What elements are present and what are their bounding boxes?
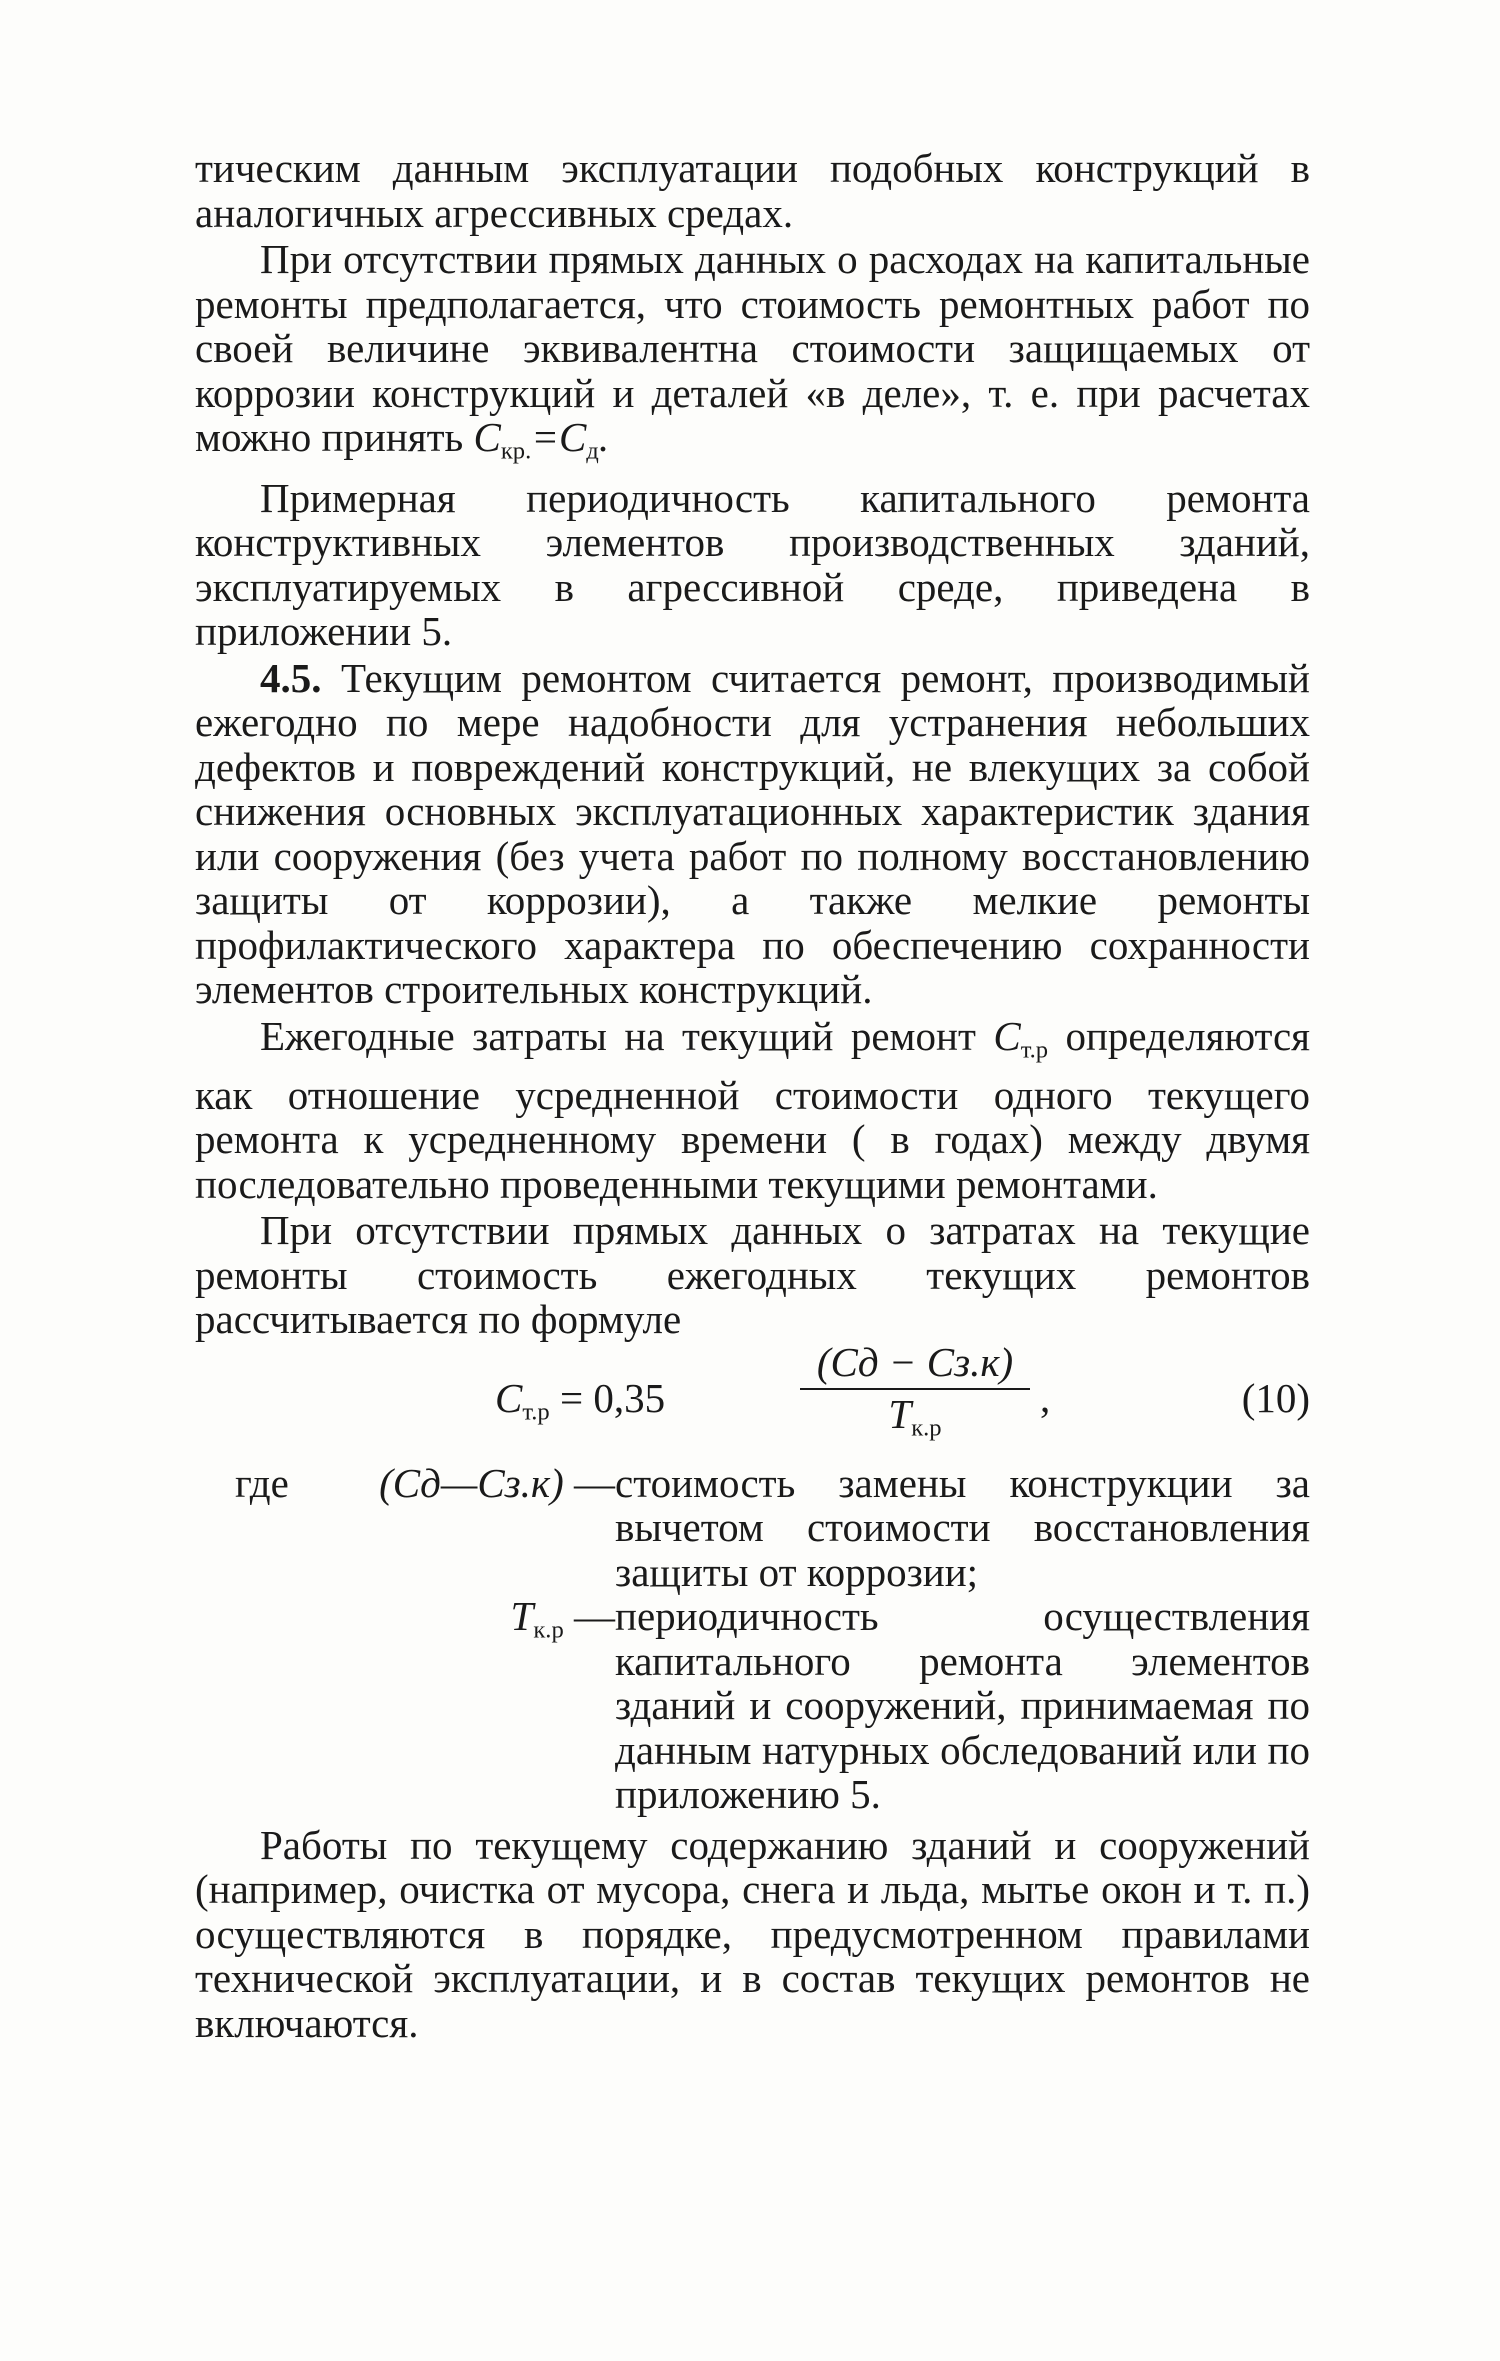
formula-numerator: (Cд − Cз.к) — [816, 1338, 1014, 1385]
where-keyword: где — [235, 1459, 289, 1506]
paragraph-continuation: тическим данным эксплуатации подобных конструкций в аналогичных агрессивных средах. — [195, 145, 1310, 236]
paragraph-annual-costs: Ежегодные затраты на текущий ремонт $C_{т.р}$ определяются как отношение усредненной стоимости одного текущего ремонта к усредненному времени ( в годах) между двумя последовательно проведенными текущими ремонтами. — [195, 1012, 1311, 1207]
where-item: где (Cд—Cз.к) — стоимость замены конструкции за вычетом стоимости восстановления защиты от коррозии; — [235, 1459, 1310, 1595]
equation-number: (10) — [1241, 1374, 1310, 1421]
ctr-symbol: $C_{т.р}$ — [993, 1012, 1049, 1064]
paragraph-section-4-5 — [195, 656, 1310, 1012]
where-definition: стоимость замены конструкции за вычетом стоимости восстановления защиты от коррозии; — [615, 1459, 1310, 1595]
where-clause — [195, 1461, 1310, 1817]
where-item: $T_{к.р}$ — периодичность осуществления капитального ремонта элементов зданий и сооружений, принимаемая по данным натурных обследований или по приложению 5. — [510, 1593, 1310, 1818]
inline-formula: $C_{кр.}=C_д$. — [473, 414, 610, 465]
fraction-bar — [800, 1388, 1030, 1390]
formula-denominator: $T_{к.р}$ — [888, 1390, 942, 1442]
where-definition: периодичность осуществления капитального ремонта элементов зданий и сооружений, принимаемая по данным натурных обследований или по приложению 5. — [615, 1593, 1310, 1818]
formula-lhs: $C_{т.р} = 0,35$ — [495, 1374, 666, 1426]
paragraph-maintenance: Работы по текущему содержанию зданий и сооружений (например, очистка от мусора, снега и льда, мытье окон и т. п.) осуществляются в порядке, предусмотренном правилами технической эксплуатации, и в состав текущих ремонтов не включаются. — [195, 1821, 1310, 2046]
paragraph-periodicity: Примерная периодичность капитального ремонта конструктивных элементов производственных зданий, эксплуатируемых в агрессивной среде, приведена в приложении 5. — [195, 474, 1310, 655]
paragraph-text: Текущим ремонтом считается ремонт, производимый ежегодно по мере надобности для устранения небольших дефектов и повреждений конструкций, не влекущих за собой снижения основных эксплуатационных характеристик здания или сооружения (без учета работ по полному восстановлению защиты от коррозии), а также мелкие ремонты профилактического характера по обеспечению сохранности элементов строительных конструкций. — [195, 654, 1311, 1013]
section-number: 4.5. — [260, 654, 322, 701]
formula-10 — [195, 1338, 1310, 1457]
paragraph-formula-intro: При отсутствии прямых данных о затратах на текущие ремонты стоимость ежегодных текущих ремонтов рассчитывается по формуле — [195, 1207, 1310, 1343]
formula-fraction — [800, 1338, 1030, 1448]
formula-comma: , — [1040, 1374, 1051, 1421]
where-symbol: $T_{к.р}$ — [510, 1593, 564, 1644]
where-symbol: (Cд—Cз.к) — [379, 1459, 564, 1506]
body-text — [195, 146, 1310, 2045]
paragraph-capital-repair-cost — [195, 237, 1310, 474]
paragraph-text: При отсутствии прямых данных о расходах на капитальные ремонты предполагается, что стоимость ремонтных работ по своей величине эквивалентна стоимости защищаемых от коррозии конструкций и деталей «в деле», т. е. при расчетах можно принять — [195, 236, 1310, 460]
